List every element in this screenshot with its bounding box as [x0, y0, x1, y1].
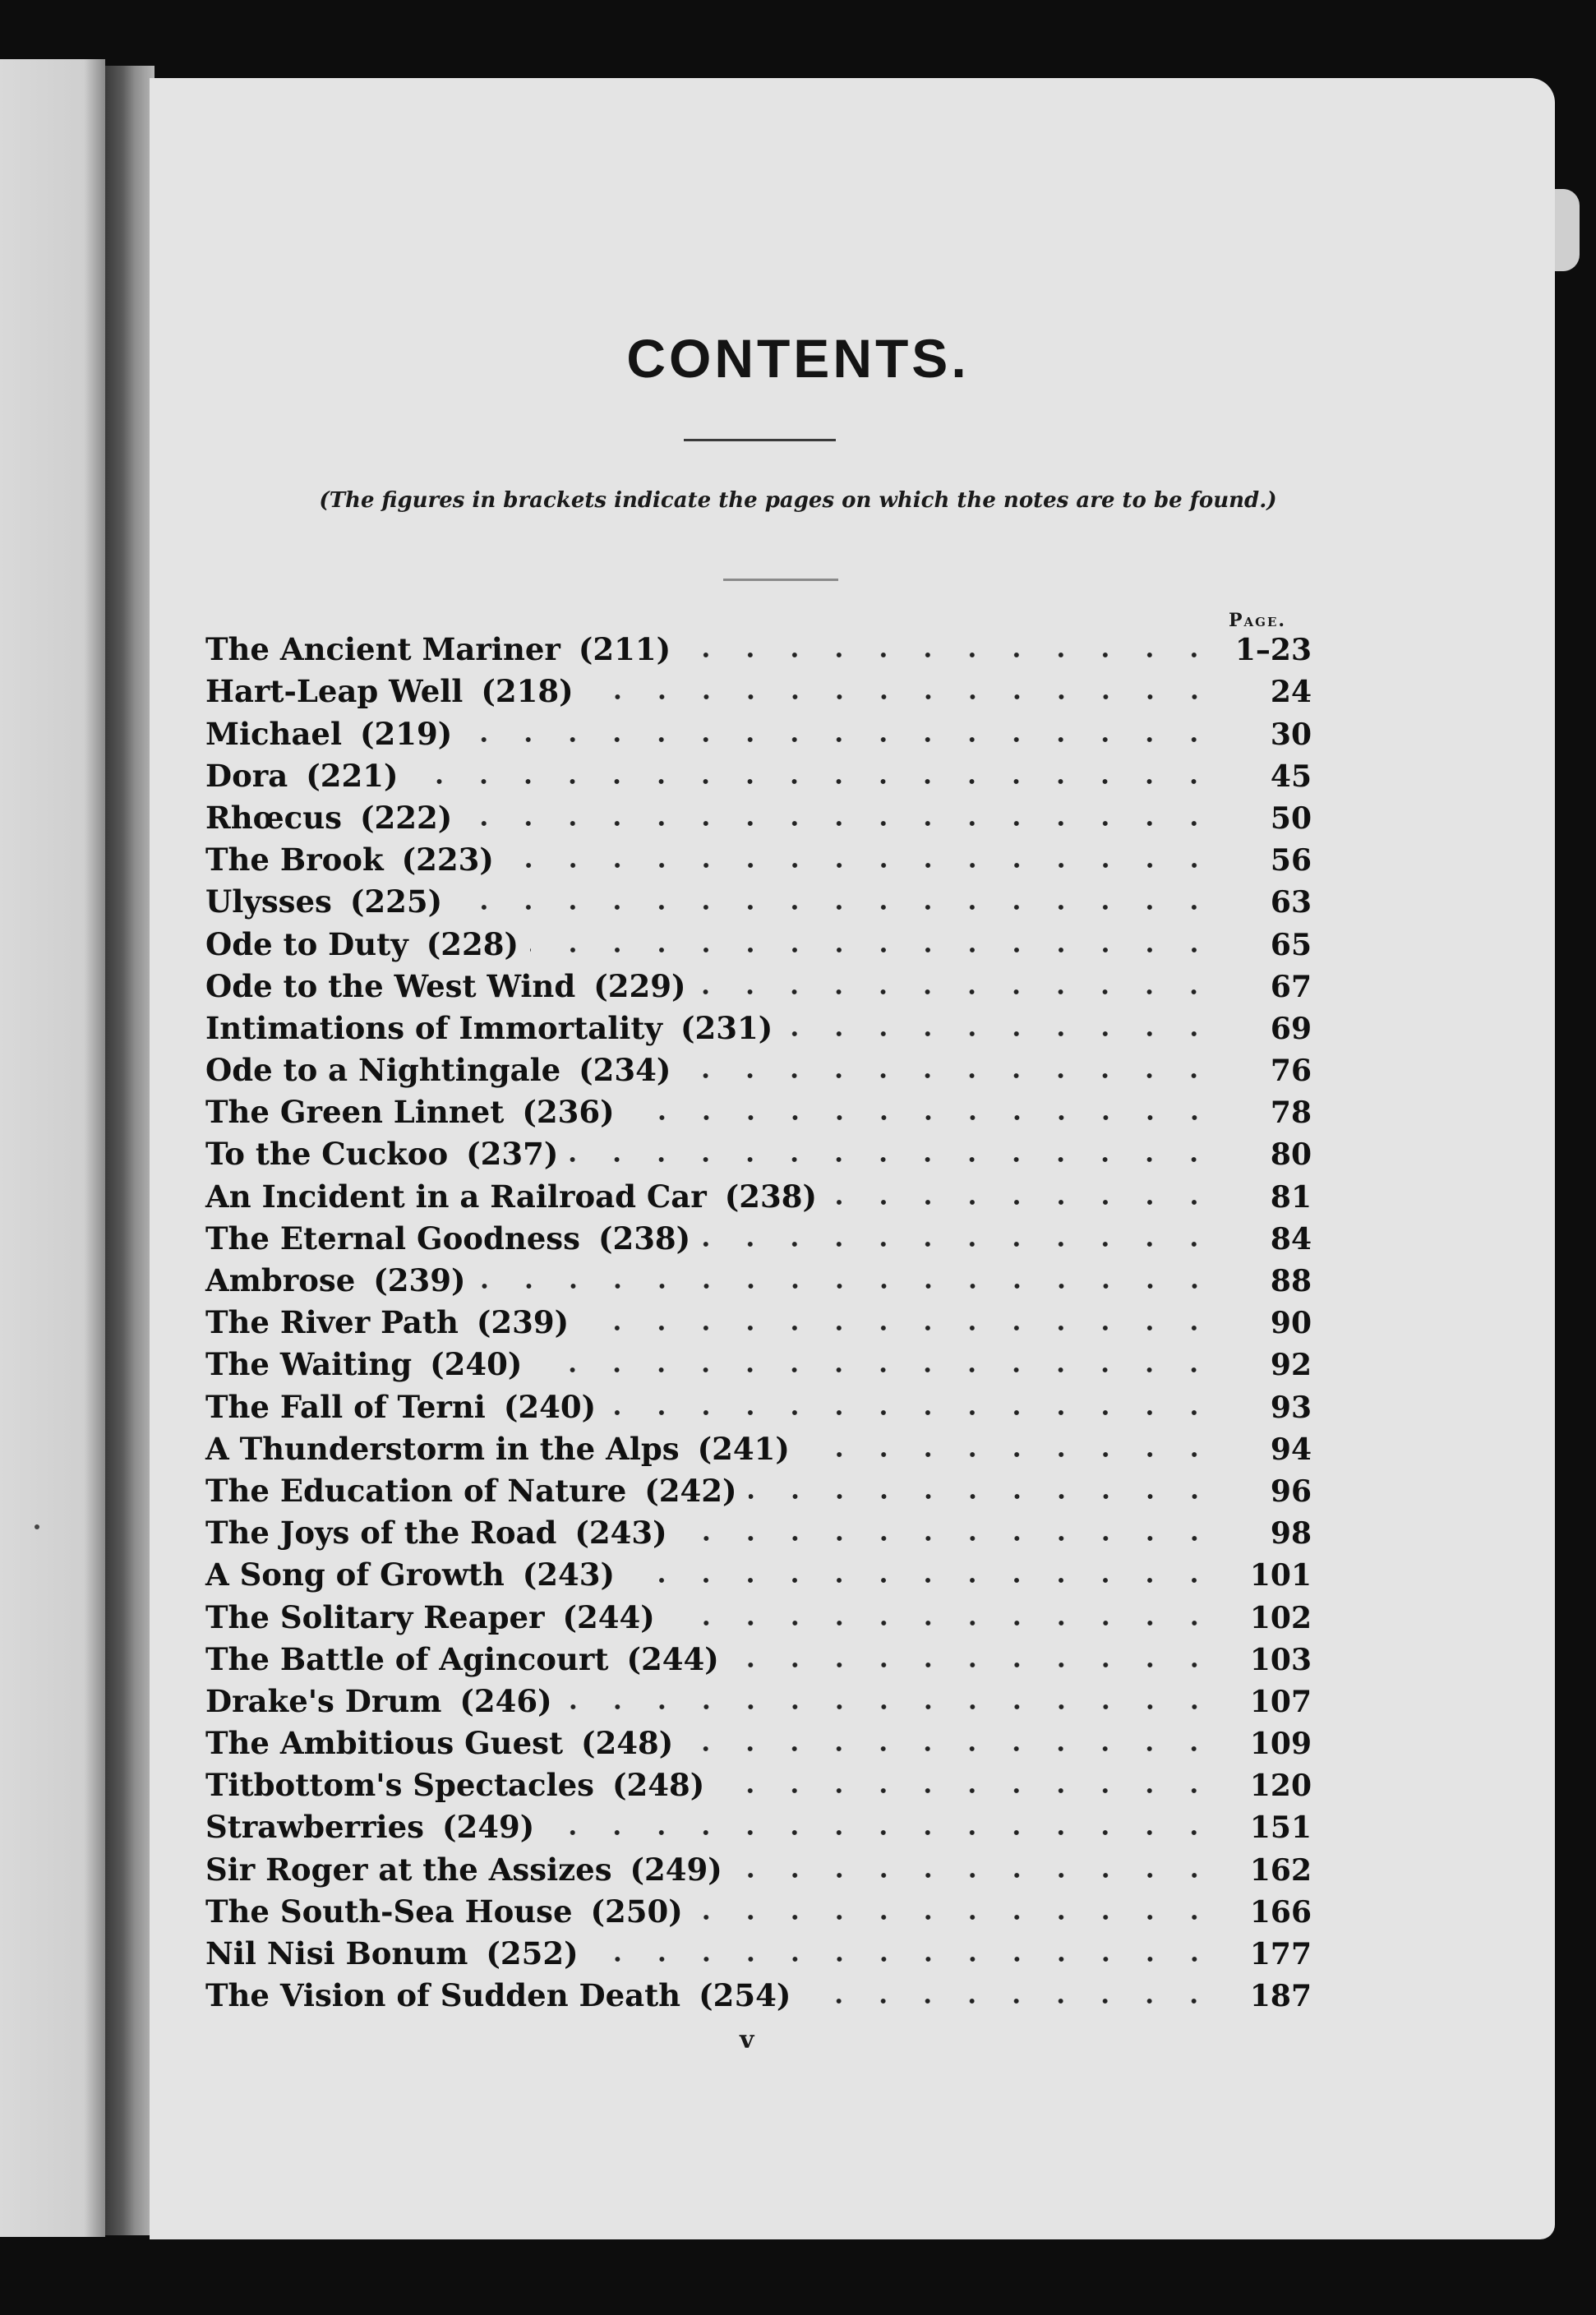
toc-note-page: (252): [486, 1935, 579, 1971]
toc-entry: [205, 1044, 1312, 1089]
toc-entry: [205, 1842, 1312, 1888]
toc-entry: [205, 833, 1312, 879]
toc-entry: [205, 1296, 1312, 1341]
dot-leader: [784, 1029, 1216, 1039]
toc-entry: [205, 1885, 1312, 1930]
toc-page-number: 45: [1270, 759, 1312, 794]
toc-entry-text: [205, 631, 682, 668]
toc-entry-text: [205, 1851, 734, 1888]
toc-entry-text: [205, 715, 464, 752]
toc-page-number: 98: [1270, 1516, 1312, 1552]
toc-note-page: (221): [306, 757, 399, 794]
dot-leader: [716, 1786, 1216, 1796]
toc-entry: [205, 791, 1312, 836]
dot-leader: [505, 860, 1216, 870]
toc-title: Rhœcus: [205, 799, 342, 836]
toc-title: The Education of Nature: [205, 1472, 627, 1509]
toc-entry: [205, 1590, 1312, 1635]
dot-leader: [477, 1281, 1216, 1291]
dot-leader: [533, 1365, 1216, 1375]
toc-entry-text: [205, 1304, 580, 1341]
dot-leader: [626, 1575, 1216, 1585]
toc-title: The Green Linnet: [205, 1094, 505, 1131]
toc-entry-text: [205, 1346, 533, 1383]
dot-leader: [702, 1239, 1216, 1249]
toc-page-number: 90: [1270, 1306, 1312, 1341]
dot-leader: [590, 1954, 1216, 1964]
book-gutter: [105, 66, 155, 2235]
toc-title: Nil Nisi Bonum: [205, 1935, 468, 1971]
toc-note-page: (237): [466, 1136, 559, 1173]
toc-title: Sir Roger at the Assizes: [205, 1851, 612, 1888]
toc-entry-text: [205, 1094, 626, 1131]
toc-entry: [205, 1002, 1312, 1046]
toc-entry-text: [205, 967, 697, 1004]
toc-page-number: 81: [1270, 1179, 1312, 1215]
toc-entry: [205, 1759, 1312, 1804]
toc-title: Hart-Leap Well: [205, 673, 464, 710]
toc-entry: [205, 1675, 1312, 1719]
toc-title: Ulysses: [205, 883, 332, 920]
dot-leader: [607, 1408, 1216, 1418]
toc-entry: [205, 707, 1312, 752]
toc-page-number: 78: [1270, 1095, 1312, 1131]
title-rule: [684, 439, 836, 441]
toc-entry-text: [205, 1935, 590, 1971]
toc-title: The Battle of Agincourt: [205, 1640, 609, 1677]
dot-leader: [802, 1996, 1216, 2006]
toc-note-page: (225): [349, 883, 443, 920]
toc-title: A Thunderstorm in the Alps: [205, 1430, 680, 1467]
toc-entry-text: [205, 1178, 828, 1215]
toc-entry: [205, 1423, 1312, 1467]
dot-leader: [570, 1155, 1216, 1164]
toc-entry: [205, 623, 1312, 668]
subtitle-rule: [723, 579, 838, 581]
toc-page-number: 67: [1270, 969, 1312, 1004]
toc-page-number: 30: [1270, 717, 1312, 752]
toc-title: The Waiting: [205, 1346, 413, 1383]
toc-entry-text: [205, 1136, 570, 1173]
toc-page-number: 88: [1270, 1264, 1312, 1298]
toc-entry: [205, 1086, 1312, 1131]
dot-leader: [667, 1618, 1216, 1628]
toc-entry: [205, 1380, 1312, 1425]
toc-entry: [205, 1633, 1312, 1677]
toc-title: An Incident in a Railroad Car: [205, 1178, 707, 1215]
contents-list: [205, 623, 1312, 2014]
toc-page-number: 107: [1249, 1684, 1312, 1719]
folio-number: v: [740, 2026, 754, 2054]
toc-entry-text: [205, 1515, 679, 1552]
toc-note-page: (242): [644, 1472, 737, 1509]
toc-entry: [205, 1801, 1312, 1846]
dot-leader: [580, 1323, 1216, 1333]
toc-title: Titbottom's Spectacles: [205, 1767, 594, 1804]
toc-entry-text: [205, 1598, 667, 1635]
toc-entry-text: [205, 1220, 702, 1257]
dot-leader: [828, 1197, 1216, 1207]
toc-entry: [205, 1212, 1312, 1257]
toc-page-number: 84: [1270, 1221, 1312, 1257]
toc-note-page: (254): [699, 1977, 791, 2014]
toc-entry: [205, 1717, 1312, 1762]
toc-entry-text: [205, 925, 530, 962]
dot-leader: [679, 1533, 1216, 1543]
toc-note-page: (218): [481, 673, 574, 710]
toc-page-number: 96: [1270, 1473, 1312, 1509]
toc-page-number: 166: [1249, 1894, 1312, 1930]
dot-leader: [464, 819, 1216, 828]
dot-leader: [697, 987, 1216, 997]
toc-page-number: 103: [1249, 1642, 1312, 1677]
toc-title: Ambrose: [205, 1262, 356, 1298]
toc-title: The South-Sea House: [205, 1893, 573, 1930]
toc-note-page: (229): [593, 967, 686, 1004]
toc-note-page: (239): [373, 1262, 466, 1298]
toc-note-page: (222): [359, 799, 453, 836]
notes-explanation: (The figures in brackets indicate the pages on which the notes are to be found.): [319, 488, 1277, 513]
toc-entry: [205, 749, 1312, 794]
toc-note-page: (241): [697, 1430, 790, 1467]
toc-title: Ode to the West Wind: [205, 967, 576, 1004]
toc-note-page: (219): [360, 715, 453, 752]
toc-title: The Ancient Mariner: [205, 631, 560, 668]
toc-entry-text: [205, 1977, 802, 2014]
toc-page-number: 56: [1270, 843, 1312, 879]
toc-entry-text: [205, 1009, 784, 1046]
toc-note-page: (243): [574, 1515, 667, 1552]
toc-entry-text: [205, 1725, 685, 1762]
toc-note-page: (248): [581, 1725, 674, 1762]
toc-page-number: 92: [1270, 1348, 1312, 1383]
toc-entry-text: [205, 1556, 626, 1593]
toc-note-page: (231): [680, 1009, 773, 1046]
dot-leader: [749, 1492, 1217, 1501]
dot-leader: [801, 1450, 1216, 1460]
dot-leader: [454, 902, 1216, 912]
toc-page-number: 63: [1270, 885, 1312, 920]
toc-note-page: (244): [626, 1640, 719, 1677]
toc-entry: [205, 1506, 1312, 1552]
toc-title: Ode to Duty: [205, 925, 408, 962]
toc-entry-text: [205, 799, 464, 836]
page-edge-tab: [1555, 189, 1580, 271]
toc-note-page: (243): [522, 1556, 615, 1593]
toc-title: The Joys of the Road: [205, 1515, 557, 1552]
toc-entry: [205, 1969, 1312, 2014]
toc-entry: [205, 1169, 1312, 1215]
toc-entry-text: [205, 883, 454, 920]
dot-leader: [694, 1912, 1216, 1922]
toc-page-number: 93: [1270, 1390, 1312, 1425]
toc-entry: [205, 1548, 1312, 1593]
toc-note-page: (223): [401, 842, 494, 879]
toc-entry: [205, 1128, 1312, 1173]
toc-note-page: (244): [562, 1598, 655, 1635]
toc-title: Drake's Drum: [205, 1682, 442, 1719]
dot-leader: [731, 1660, 1216, 1670]
toc-entry: [205, 1338, 1312, 1383]
toc-page-number: 94: [1270, 1432, 1312, 1467]
dot-leader: [626, 1113, 1216, 1123]
toc-title: The Fall of Terni: [205, 1388, 486, 1425]
toc-entry: [205, 665, 1312, 710]
toc-title: The Vision of Sudden Death: [205, 1977, 681, 2014]
toc-entry-text: [205, 1430, 801, 1467]
toc-entry: [205, 875, 1312, 920]
toc-entry-text: [205, 1893, 694, 1930]
toc-page-number: 102: [1249, 1600, 1312, 1635]
dot-leader: [685, 1744, 1216, 1754]
toc-entry-text: [205, 1262, 477, 1298]
toc-title: To the Cuckoo: [205, 1136, 449, 1173]
toc-page-number: 109: [1249, 1727, 1312, 1762]
toc-note-page: (246): [459, 1682, 552, 1719]
toc-entry: [205, 1927, 1312, 1971]
dot-leader: [546, 1828, 1216, 1838]
toc-title: The Solitary Reaper: [205, 1598, 545, 1635]
toc-note-page: (250): [590, 1893, 683, 1930]
dot-leader: [530, 945, 1216, 955]
toc-entry-text: [205, 842, 505, 879]
toc-entry-text: [205, 1682, 564, 1719]
toc-note-page: (234): [579, 1052, 671, 1089]
toc-note-page: (238): [597, 1220, 691, 1257]
toc-note-page: (240): [503, 1388, 597, 1425]
toc-page-number: 65: [1270, 927, 1312, 962]
dot-leader: [409, 777, 1216, 786]
toc-entry-text: [205, 1640, 731, 1677]
toc-page-number: 80: [1270, 1137, 1312, 1173]
toc-note-page: (238): [724, 1178, 818, 1215]
dot-leader: [585, 692, 1216, 702]
page-column-header: Page.: [1229, 610, 1287, 631]
dot-leader: [564, 1702, 1216, 1712]
toc-page-number: 50: [1270, 800, 1312, 836]
toc-note-page: (240): [430, 1346, 523, 1383]
toc-page-number: 76: [1270, 1054, 1312, 1089]
dot-leader: [682, 1071, 1216, 1081]
toc-note-page: (211): [578, 631, 671, 668]
toc-title: Ode to a Nightingale: [205, 1052, 561, 1089]
toc-title: The Brook: [205, 842, 384, 879]
toc-title: The Eternal Goodness: [205, 1220, 580, 1257]
toc-title: A Song of Growth: [205, 1556, 505, 1593]
toc-entry: [205, 1254, 1312, 1298]
toc-entry-text: [205, 1388, 607, 1425]
toc-page-number: 101: [1249, 1558, 1312, 1593]
toc-note-page: (249): [630, 1851, 722, 1888]
toc-page-number: 24: [1270, 675, 1312, 710]
toc-page-number: 151: [1249, 1810, 1312, 1846]
toc-note-page: (236): [522, 1094, 615, 1131]
toc-entry-text: [205, 757, 409, 794]
dot-leader: [734, 1870, 1216, 1880]
toc-note-page: (249): [441, 1809, 535, 1846]
dot-leader: [682, 650, 1216, 660]
toc-title: The River Path: [205, 1304, 459, 1341]
toc-page-number: 120: [1249, 1769, 1312, 1804]
toc-page-number: 162: [1249, 1852, 1312, 1888]
dot-leader: [464, 735, 1216, 745]
toc-page-number: 187: [1249, 1979, 1312, 2014]
toc-title: Intimations of Immortality: [205, 1009, 662, 1046]
toc-title: Strawberries: [205, 1809, 424, 1846]
toc-title: The Ambitious Guest: [205, 1725, 564, 1762]
toc-entry: [205, 960, 1312, 1004]
toc-title: Michael: [205, 715, 343, 752]
toc-entry-text: [205, 673, 585, 710]
toc-note-page: (248): [611, 1767, 705, 1804]
toc-entry-text: [205, 1052, 682, 1089]
toc-entry-text: [205, 1809, 546, 1846]
toc-entry: [205, 1464, 1312, 1509]
page-title: CONTENTS.: [626, 328, 970, 389]
toc-entry-text: [205, 1767, 716, 1804]
scan-speck: [35, 1524, 39, 1529]
toc-note-page: (228): [426, 925, 519, 962]
toc-page-number: 1–23: [1234, 633, 1312, 668]
toc-page-number: 69: [1270, 1011, 1312, 1046]
toc-entry: [205, 917, 1312, 962]
toc-entry-text: [205, 1472, 749, 1509]
toc-title: Dora: [205, 757, 288, 794]
toc-page-number: 177: [1249, 1937, 1312, 1971]
toc-note-page: (239): [476, 1304, 570, 1341]
